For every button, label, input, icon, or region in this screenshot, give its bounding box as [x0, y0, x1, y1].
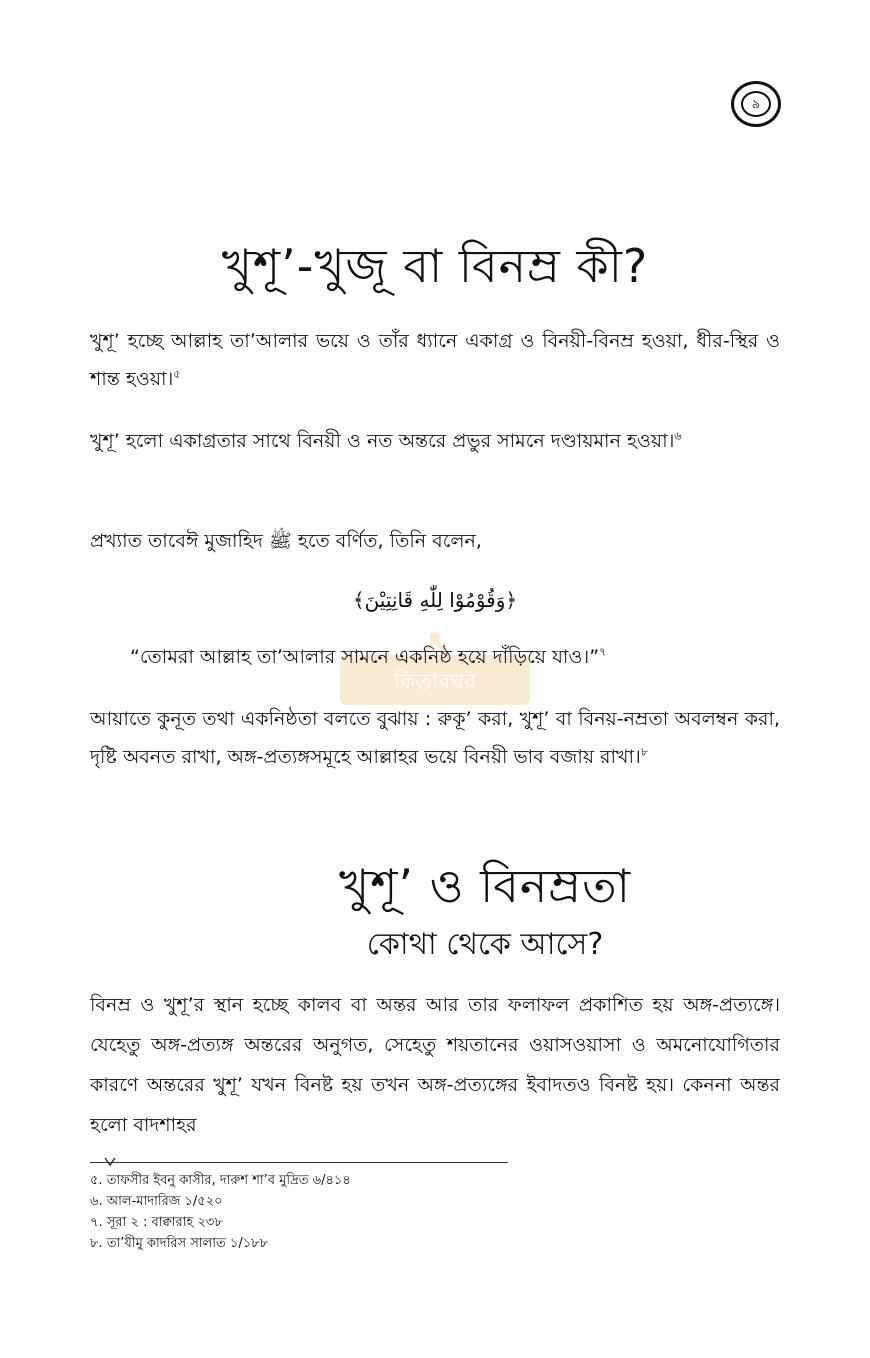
- divider-ornament-icon: [104, 1157, 116, 1167]
- paragraph-4-text: আয়াতে কুনূত তথা একনিষ্ঠতা বলতে বুঝায় : রুকূ’ করা, খুশূ’ বা বিনয়-নম্রতা অবলম্বন করা, দৃষ্টি অবনত রাখা, অঙ্গ-প্রত্যঙ্গসমূহে আল্লাহর ভয়ে বিনয়ী ভাব বজায় রাখা।: [90, 708, 780, 768]
- verse-translation-text: “তোমরা আল্লাহ তা’আলার সামনে একনিষ্ঠ হয়ে দাঁড়িয়ে যাও।”: [130, 646, 600, 668]
- paragraph-5: বিনম্র ও খুশূ’র স্থান হচ্ছে কালব বা অন্তর আর তার ফলাফল প্রকাশিত হয় অঙ্গ-প্রত্যঙ্গে। যেহেতু অঙ্গ-প্রত্যঙ্গ অন্তরের অনুগত, সেহেতু শয়তানের ওয়াসওয়াসা ও অমনোযোগিতার কারণে অন্তরের খুশূ’ যখন বিনষ্ট হয় তখন অঙ্গ-প্রত্যঙ্গের ইবাদতও বিনষ্ট হয়। কেননা অন্তর হলো বাদশাহর: [90, 994, 780, 1136]
- paragraph-3: প্রখ্যাত তাবেঈ মুজাহিদ ﷺ হতে বর্ণিত, তিনি বলেন,: [90, 530, 482, 552]
- paragraph-1-text: খুশূ’ হচ্ছে আল্লাহ তা’আলার ভয়ে ও তাঁর ধ্যানে একাগ্র ও বিনয়ী-বিনম্র হওয়া, ধীর-স্থির ও শান্ত হওয়া।: [90, 330, 780, 390]
- footnote-ref-5: ৫: [173, 367, 181, 381]
- footnote-list: [90, 1170, 351, 1254]
- paragraph-2: [90, 422, 780, 460]
- watermark-text: কিতাবঘর: [393, 670, 477, 695]
- paragraph-1: [90, 322, 780, 398]
- footnote-ref-8: ৮: [640, 745, 648, 759]
- page-number-badge: [731, 81, 781, 127]
- paragraph-4: [90, 700, 780, 776]
- footnote-5: ৫. তাফসীর ইবনু কাসীর, দারুশ শা’ব মুদ্রিত ৬/৪১৪: [90, 1173, 351, 1188]
- footnote-7: ৭. সূরা ২ : বাক্বারাহ ২৩৮: [90, 1215, 223, 1230]
- footnote-8: ৮. তা’যীমু কাদরিস সালাত ১/১৮৮: [90, 1236, 269, 1251]
- section-heading-1: খুশূ’-খুজূ বা বিনম্র কী?: [221, 239, 649, 293]
- footnote-6: ৬. আল-মাদারিজ ১/৫২০: [90, 1194, 223, 1209]
- section-subheading: কোথা থেকে আসে?: [366, 927, 604, 962]
- page-number: ৯: [741, 91, 771, 117]
- section-heading-2: খুশূ’ ও বিনম্রতা: [338, 859, 631, 913]
- paragraph-2-text: খুশূ’ হলো একাগ্রতার সাথে বিনয়ী ও নত অন্তরে প্রভুর সামনে দণ্ডায়মান হওয়া।: [90, 430, 675, 452]
- verse-translation: [130, 640, 780, 674]
- footnote-ref-7: ৭: [599, 645, 607, 659]
- footnote-divider: [90, 1162, 508, 1163]
- footnote-ref-6: ৬: [674, 429, 682, 443]
- quran-verse-arabic: ﴿وَقُوْمُوْا لِلّٰهِ قَانِتِيْنَ﴾: [352, 588, 518, 612]
